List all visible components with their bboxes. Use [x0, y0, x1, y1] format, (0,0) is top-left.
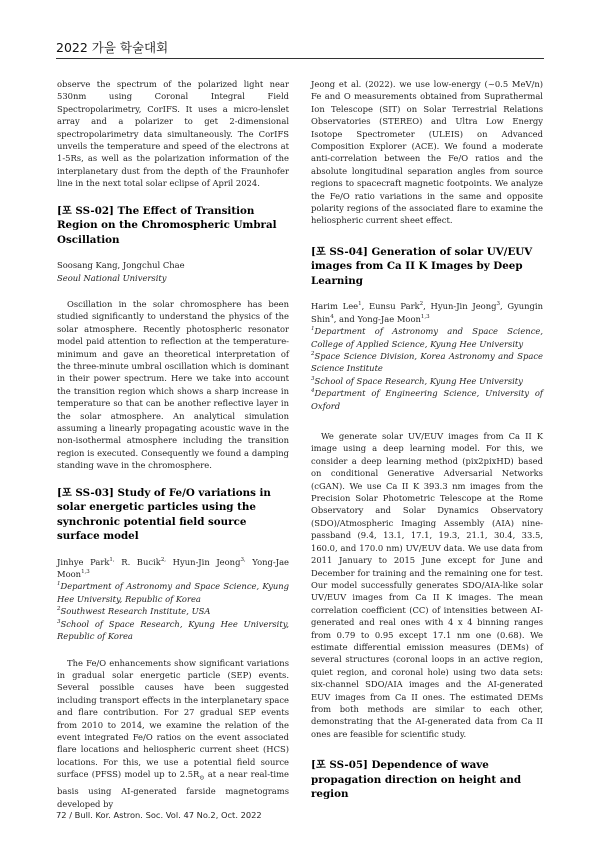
ss03-affiliation-2 [57, 605, 289, 617]
ss04-author-4: , Gyungin Shin [311, 301, 543, 324]
ss03-abstract-part-1: The Fe/O enhancements show significant variations in gradual solar energetic particle (SEP) events. Several possible causes have been suggested including transport effects in the interplanetary space and flare contribution. For 27 gradual SEP events from 2010 to 2014, we examine the relation of the event integrated Fe/O ratios on the event associated flare locations and heliospheric current sheet (HCS) locations. For this, we use a potential field source surface (PFSS) model up to 2.5R [57, 657, 289, 780]
ss03-continued: Jeong et al. (2022). we use low-energy (~0.5 MeV/n) Fe and O measurements obtained from Suprathermal Ion Telescope (SIT) on Solar Terrestrial Relations Observatories (STEREO) and Ultra Low Energy Isotope Spectrometer (ULEIS) on Advanced Composition Explorer (ACE). We found a moderate anti-correlation between the Fe/O ratios and the absolute longitudinal separation angles from source regions to spacecraft magnetic footpoints. We analyze the Fe/O ratio variations in the same and opposite polarity regions of the associated flare to examine the heliospheric current sheet effect. [311, 79, 543, 226]
ss04-aff1-text: Department of Astronomy and Space Science, College of Applied Science, Kyung Hee University [311, 326, 543, 349]
ss03-author-2: R. Bucik [121, 556, 161, 567]
ss03-aff3-num: 3 [57, 618, 61, 625]
ss03-author-1: Jinhye Park [57, 556, 110, 567]
ss03-author-1-sup: 1, [109, 556, 115, 563]
ss03-author-4-sup: 1,3 [81, 569, 90, 576]
ss03-heading: [포 SS-03] Study of Fe/O variations in solar energetic particles using the synchronic potential field source surface model [57, 486, 271, 543]
ss03-author-3-sup: 3, [240, 556, 246, 563]
ss04-author-5: , and Yong-Jae Moon [333, 313, 421, 324]
ss04-author-2-sup: 2 [419, 301, 424, 308]
ss04-aff3-num: 3 [311, 376, 315, 383]
ss03-aff2-num: 2 [57, 606, 61, 613]
ss03-aff1-text: Department of Astronomy and Space Science, Kyung Hee University, Republic of Korea [57, 581, 289, 604]
ss02-heading: [포 SS-02] The Effect of Transition Region on the Chromospheric Umbral Oscillation [57, 204, 277, 246]
ss04-author-1: Harim Lee [311, 301, 359, 312]
ss03-affiliation-3 [57, 618, 289, 643]
ss03-author-4: Yong-Jae Moon [57, 556, 290, 580]
running-header: 2022 가을 학술대회 [56, 40, 169, 55]
ss04-affiliation-4 [311, 387, 543, 412]
ss03-abstract [57, 657, 289, 811]
ss04-aff3-text: School of Space Research, Kyung Hee University [314, 375, 523, 386]
ss04-author-3: , Hyun-Jin Jeong [423, 301, 497, 312]
ss03-author-3: Hyun-Jin Jeong [172, 556, 241, 567]
ss04-aff4-num: 4 [311, 388, 315, 395]
ss03-aff3-text: School of Space Research, Kyung Hee University, Republic of Korea [57, 618, 289, 642]
ss04-aff1-num: 1 [311, 326, 315, 333]
ss03-authors [57, 556, 289, 581]
ss04-authors [311, 300, 543, 325]
ss03-author-2-sup: 2, [160, 556, 167, 563]
ss04-heading: [포 SS-04] Generation of solar UV/EUV images from Ca II K Images by Deep Learning [311, 245, 533, 287]
ss04-abstract: We generate solar UV/EUV images from Ca II K image using a deep learning model. For this, we consider a deep learning method (pix2pixHD) based on conditional Generative Adversarial Networks (cGAN). We use Ca II K 393.3 nm images from the Precision Solar Photometric Telescope at the Rome Observatory and Solar Dynamics Observatory (SDO)/Atmospheric Imaging Assembly (AIA) nine-passband (9.4, 13.1, 17.1, 19.3, 21.1, 30.4, 33.5, 160.0, and 170.0 nm) UV/EUV data. We use data from 2011 January to 2015 June except for June and December for training and the remaining one for test. Our model successfully generates SDO/AIA-like solar UV/EUV images from Ca II K images. The mean correlation coefficient (CC) of intensities between AI-generated and real ones with 4 x 4 binning ranges from 0.79 to 0.95 except 17.1 nm one (0.68). We estimate differential emission measures (DEMs) of several structures (coronal loops in an active region, quiet region, and coronal hole) using two data sets: six-channel SDO/AIA images and the AI-generated EUV images from Ca II ones. The estimated DEMs from both methods are similar to each other, demonstrating that the AI-generated data from Ca II ones are feasible for scientific study. [311, 431, 543, 739]
ss03-aff1-num: 1 [57, 581, 61, 588]
right-column [311, 78, 543, 814]
ss04-author-2: , Eunsu Park [361, 301, 420, 312]
header-rule [56, 58, 544, 59]
ss04-author-3-sup: 3 [496, 301, 500, 308]
ss03-affiliation-1 [57, 580, 289, 605]
ss04-affiliation-1 [311, 325, 543, 350]
ss04-author-5-sup: 1,3 [420, 313, 430, 320]
ss04-affiliation-2 [311, 350, 543, 375]
ss03-abstract-part-2: at a near real-time basis using AI-generated farside magnetograms developed by [57, 769, 289, 809]
left-column [57, 78, 289, 810]
ss02-abstract: Oscillation in the solar chromosphere has been studied significantly to understand the physics of the solar atmosphere. Recently photospheric resonator model paid attention to reflection at the temperature-minimum and gave an theoretical interpretation of the three-minute umbral oscillation which is dominant in their power spectrum. Here we take into account the transition region which shows a sharp increase in temperature so that can be another reflective layer in the solar atmosphere. An analytical simulation assuming a linearly propagating acoustic wave in the non-isothermal atmosphere including the transition region is executed. Consequently we found a damping standing wave in the chromosphere. [57, 298, 289, 471]
intro-paragraph: observe the spectrum of the polarized light near 530nm using Coronal Integral Field Spectropolarimetry, CorIFS. It uses a micro-lenslet array and a polarizer to get 2-dimensional spectropolarimetry data simultaneously. The CorIFS unveils the temperature and speed of the electrons at 1-5Rs, as well as the polarization information of the interplanetary dust from the depth of the Fraunhofer line in the next total solar eclipse of April 2024. [57, 79, 289, 189]
ss02-authors: Soosang Kang, Jongchul Chae [57, 260, 185, 271]
ss02-affiliation: Seoul National University [57, 272, 167, 283]
page-footer: 72 / Bull. Kor. Astron. Soc. Vol. 47 No.2, Oct. 2022 [56, 810, 262, 820]
ss03-aff2-text: Southwest Research Institute, USA [60, 606, 211, 617]
ss04-author-4-sup: 4 [330, 313, 334, 320]
ss04-aff2-num: 2 [311, 351, 315, 358]
ss05-heading: [포 SS-05] Dependence of wave propagation direction on height and region [311, 759, 522, 801]
ss04-aff4-text: Department of Engineering Science, University of Oxford [311, 388, 543, 411]
ss04-affiliation-3 [311, 375, 543, 387]
solar-radius-symbol: ⊙ [199, 774, 205, 782]
ss04-aff2-text: Space Science Division, Korea Astronomy and Space Science Institute [311, 351, 543, 374]
ss04-author-1-sup: 1 [358, 301, 362, 308]
